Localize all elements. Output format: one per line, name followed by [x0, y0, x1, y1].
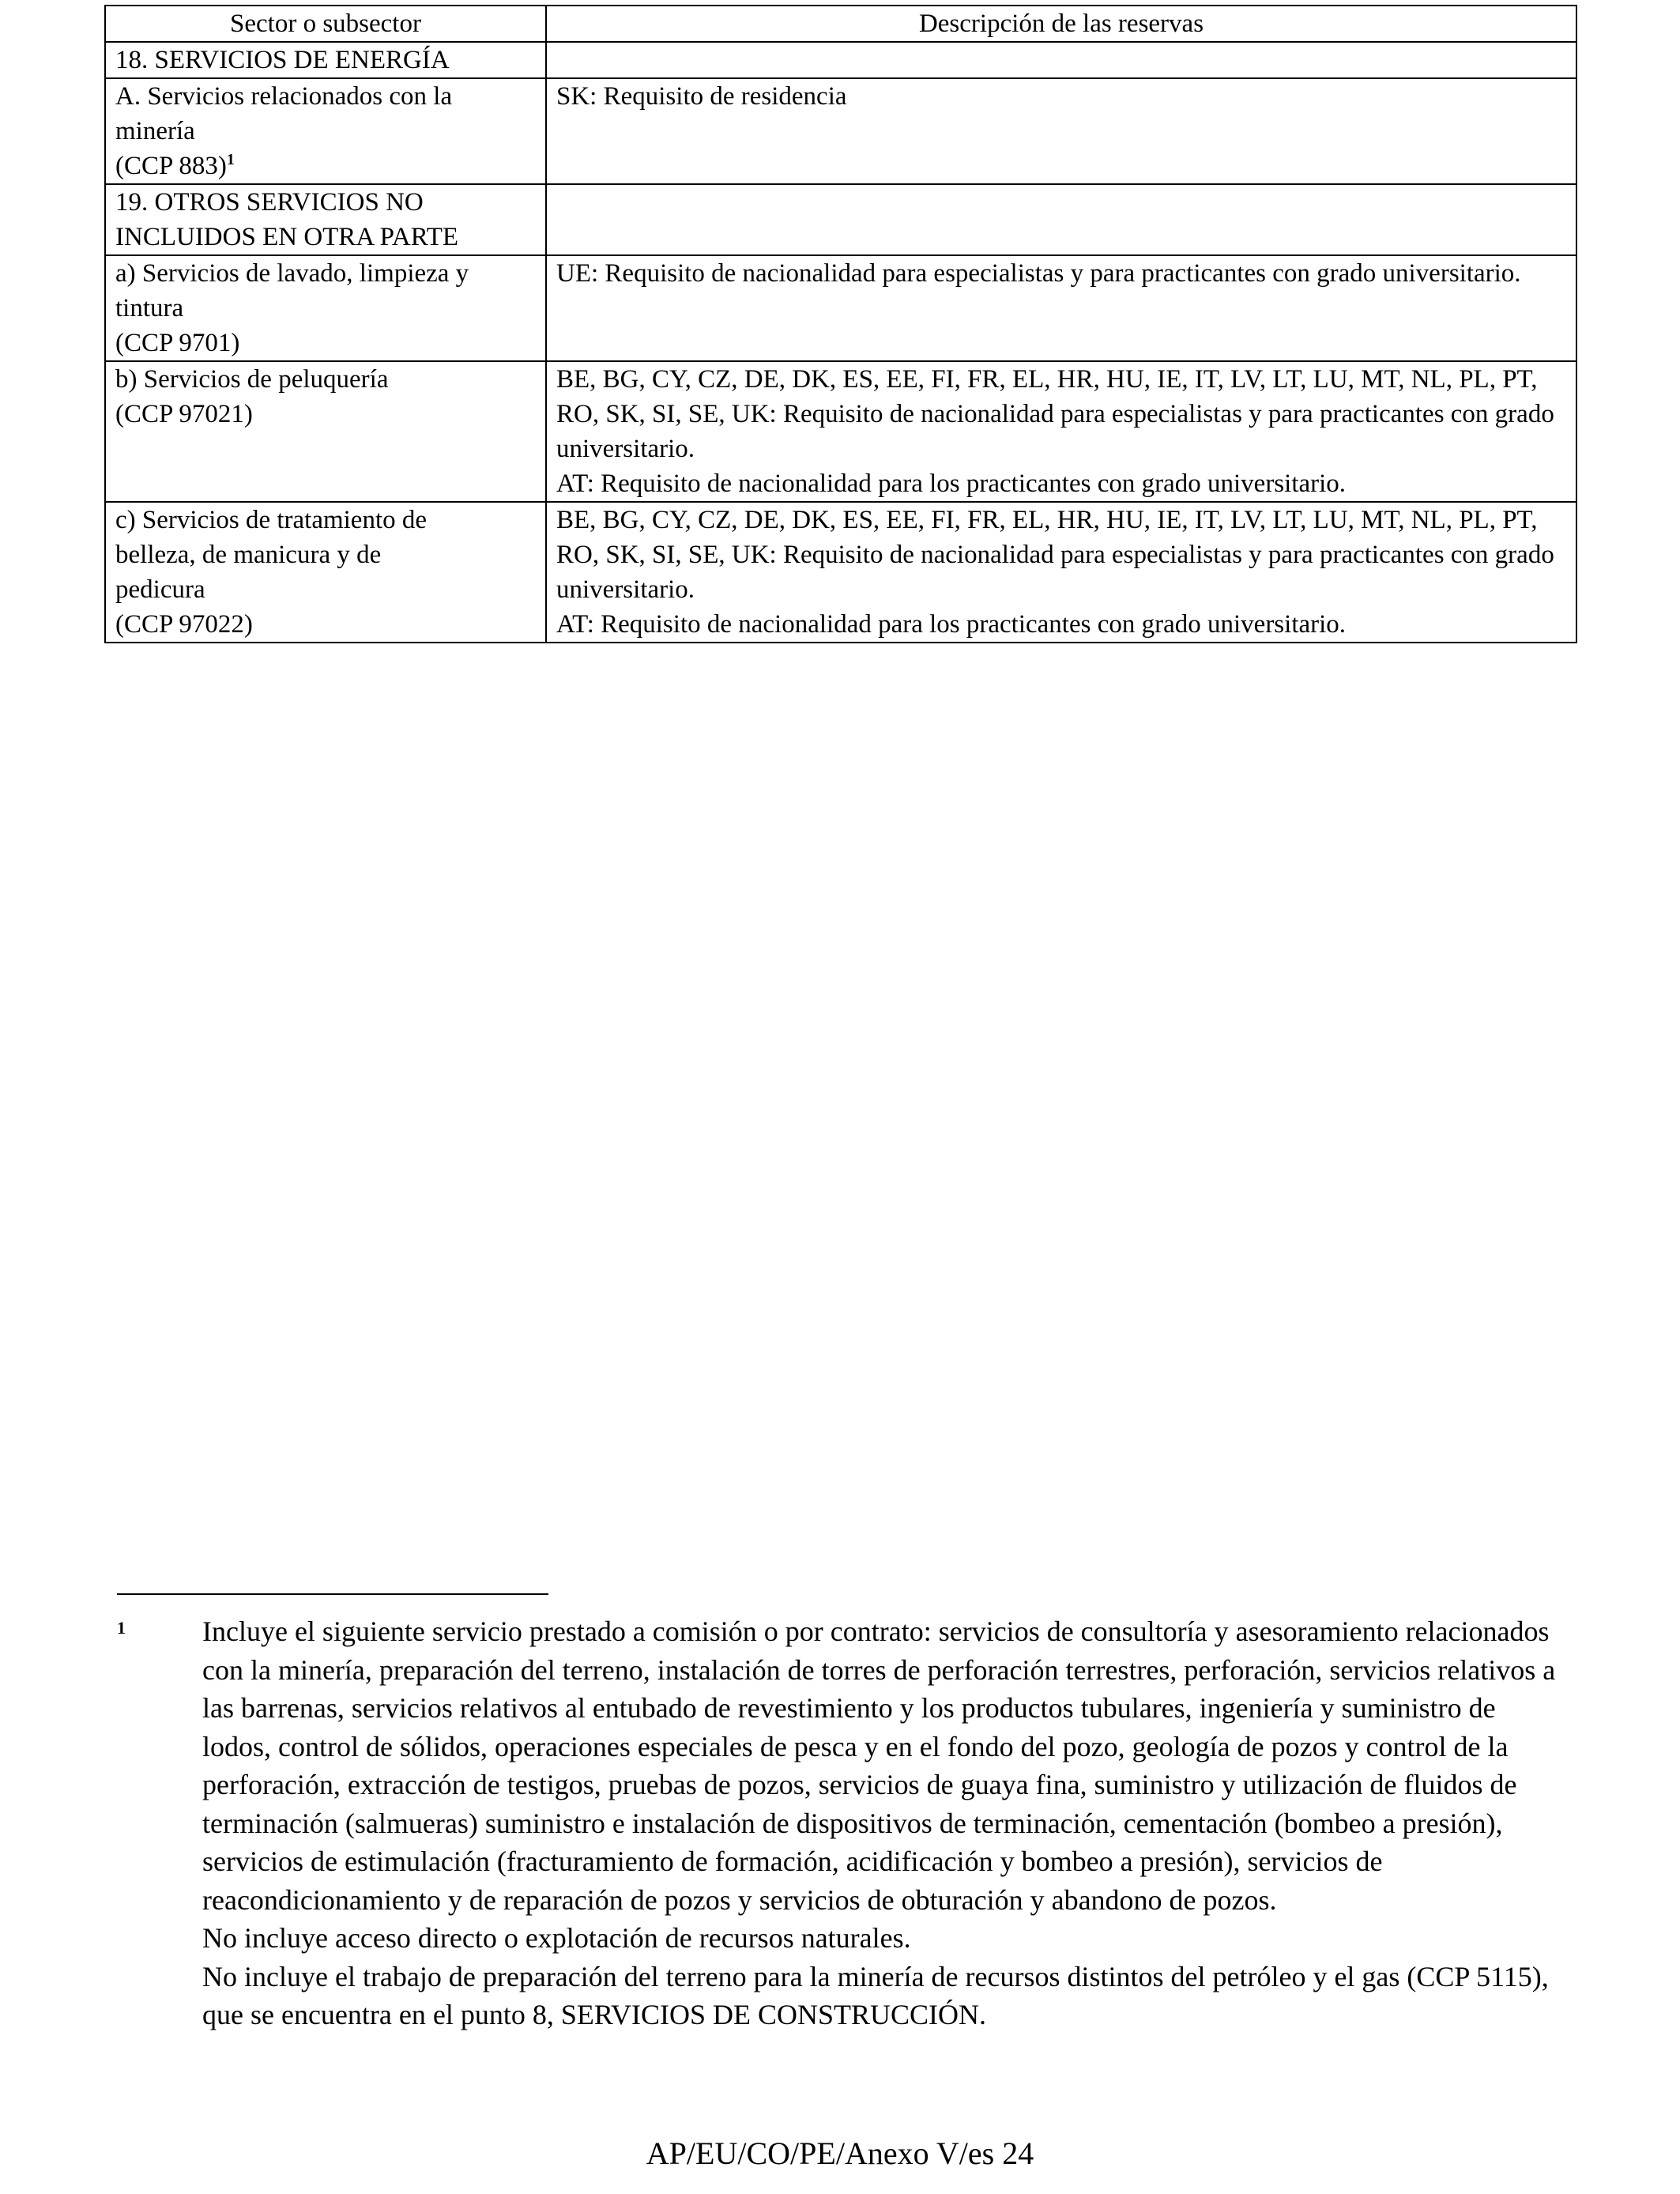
sector-line: c) Servicios de tratamiento de	[115, 506, 428, 534]
sector-line: (CCP 97022)	[115, 610, 253, 639]
reservations-table	[104, 5, 1577, 643]
footnote-body	[202, 1612, 1563, 2034]
table-row	[105, 184, 1576, 255]
sector-line: tintura	[115, 294, 184, 322]
sector-cell	[105, 42, 546, 78]
header-sector: Sector o subsector	[105, 6, 546, 42]
sector-line: b) Servicios de peluquería	[115, 365, 389, 394]
sector-line: (CCP 9701)	[115, 329, 240, 357]
footnote-marker: 1	[117, 1618, 126, 1638]
description-cell	[546, 502, 1576, 643]
sector-line: 18. SERVICIOS DE ENERGÍA	[115, 46, 450, 74]
footnote-reference[interactable]: 1	[226, 151, 235, 168]
sector-line: (CCP 97021)	[115, 400, 253, 428]
sector-cell	[105, 502, 546, 643]
description-line: BE, BG, CY, CZ, DE, DK, ES, EE, FI, FR, EL, HR, HU, IE, IT, LV, LT, LU, MT, NL, PL, PT, RO, SK, SI, SE, UK: Requisito de nacionalidad para especialistas y para practicantes con grado universitario.	[556, 365, 1554, 463]
description-line: AT: Requisito de nacionalidad para los practicantes con grado universitario.	[556, 610, 1347, 639]
sector-cell	[105, 255, 546, 361]
sector-line	[115, 149, 537, 183]
sector-line: 19. OTROS SERVICIOS NO	[115, 188, 424, 217]
page-footer: AP/EU/CO/PE/Anexo V/es 24	[646, 2136, 1034, 2171]
description-cell	[546, 361, 1576, 502]
sector-code: (CCP 883)	[115, 152, 227, 180]
sector-line: a) Servicios de lavado, limpieza y	[115, 259, 469, 288]
sector-cell	[105, 361, 546, 502]
header-description: Descripción de las reservas	[546, 6, 1576, 42]
table-row	[105, 255, 1576, 361]
table-row	[105, 361, 1576, 502]
description-line: AT: Requisito de nacionalidad para los practicantes con grado universitario.	[556, 469, 1347, 498]
description-cell	[546, 255, 1576, 361]
footnote	[117, 1612, 1563, 2034]
description-cell	[546, 184, 1576, 255]
footnote-paragraph: No incluye el trabajo de preparación del terreno para la minería de recursos distintos del petróleo y el gas (CCP 5115), que se encuentra en el punto 8, SERVICIOS DE CONSTRUCCIÓN.	[202, 1960, 1549, 2030]
sector-line: belleza, de manicura y de	[115, 541, 382, 569]
sector-line: A. Servicios relacionados con la	[115, 82, 453, 111]
table-header-row	[105, 6, 1576, 42]
footnote-paragraph: No incluye acceso directo o explotación de recursos naturales.	[202, 1922, 911, 1954]
sector-line: pedicura	[115, 575, 205, 604]
table-row	[105, 502, 1576, 643]
table-row	[105, 42, 1576, 78]
description-line: UE: Requisito de nacionalidad para especialistas y para practicantes con grado universitario.	[556, 259, 1521, 288]
description-line: SK: Requisito de residencia	[556, 82, 847, 111]
sector-line: INCLUIDOS EN OTRA PARTE	[115, 223, 459, 251]
sector-cell	[105, 184, 546, 255]
description-cell	[546, 42, 1576, 78]
sector-line: minería	[115, 117, 195, 145]
sector-cell	[105, 78, 546, 184]
footnote-separator	[117, 1593, 548, 1595]
table-row	[105, 78, 1576, 184]
description-line: BE, BG, CY, CZ, DE, DK, ES, EE, FI, FR, EL, HR, HU, IE, IT, LV, LT, LU, MT, NL, PL, PT, RO, SK, SI, SE, UK: Requisito de nacionalidad para especialistas y para practicantes con grado universitario.	[556, 506, 1554, 604]
description-cell	[546, 78, 1576, 184]
footnote-paragraph: Incluye el siguiente servicio prestado a comisión o por contrato: servicios de consultoría y asesoramiento relacionados con la minería, preparación del terreno, instalación de torres de perforación terrestres, perforación, servicios relativos a las barrenas, servicios relativos al entubado de revestimiento y los productos tubulares, ingeniería y suministro de lodos, control de sólidos, operaciones especiales de pesca y en el fondo del pozo, geología de pozos y control de la perforación, extracción de testigos, pruebas de pozos, servicios de guaya fina, suministro y utilización de fluidos de terminación (salmueras) suministro e instalación de dispositivos de terminación, cementación (bombeo a presión), servicios de estimulación (fracturamiento de formación, acidificación y bombeo a presión), servicios de reacondicionamiento y de reparación de pozos y servicios de obturación y abandono de pozos.	[202, 1615, 1556, 1916]
